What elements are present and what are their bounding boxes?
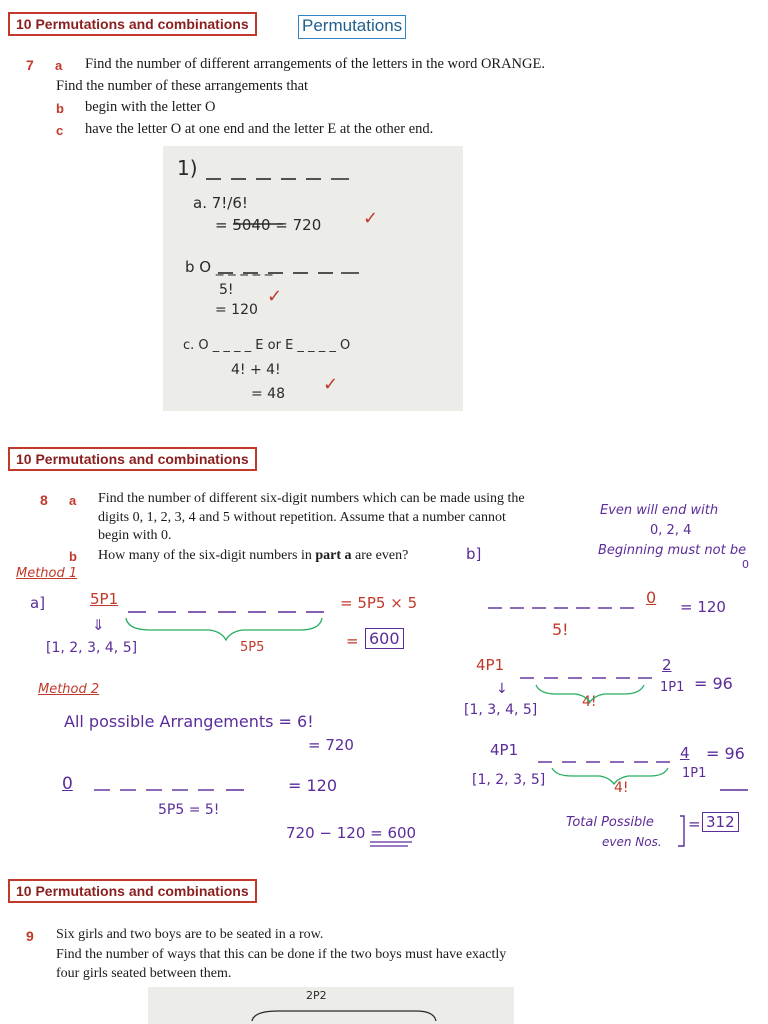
section-header-3: 10 Permutations and combinations: [8, 879, 257, 903]
q7-part-b-label: b: [56, 101, 64, 116]
q7-text-c: have the letter O at one end and the letter E at the other end.: [85, 121, 434, 137]
arrow-down-1: ⇓: [92, 616, 105, 634]
question-number-8: 8: [40, 492, 48, 508]
p41-b: 4P1: [490, 741, 519, 759]
all-720: = 720: [308, 736, 354, 754]
eq-96-b: = 96: [706, 744, 745, 763]
method1-label: Method 1: [16, 566, 78, 581]
working-c-line1: c. O _ _ _ _ E or E _ _ _ _ O: [183, 338, 351, 353]
b-zero-eq: = 120: [680, 598, 726, 616]
set-1235: [1, 2, 3, 5]: [472, 772, 546, 788]
question-number-7: 7: [26, 57, 34, 73]
tick-mark-b: ✓: [267, 286, 283, 307]
all-arrangements: All possible Arrangements = 6!: [64, 712, 314, 731]
four-fact-b: 4!: [614, 780, 629, 796]
p55-5fact: 5P5 = 5!: [158, 802, 220, 818]
m1-answer-box: 600: [365, 628, 404, 649]
total-label-1: Total Possible: [566, 815, 654, 830]
arrow-down-2: ↓: [496, 681, 508, 697]
total-answer-box: 312: [702, 812, 739, 832]
q8-text-b-bold: part a: [315, 548, 352, 563]
q7-part-a-label: a: [55, 58, 63, 73]
b-5fact: 5!: [552, 620, 569, 639]
working-c-line2: 4! + 4!: [231, 362, 281, 378]
working-photo-q9: [148, 987, 514, 1024]
p41-a: 4P1: [476, 656, 505, 674]
tick-mark-c: ✓: [323, 374, 339, 395]
b-zero: 0: [646, 588, 657, 607]
q8-part-a-label: a: [69, 493, 77, 508]
p51: 5P1: [90, 590, 119, 608]
digit-two: 2: [662, 656, 672, 674]
tick-mark-a: ✓: [363, 208, 379, 229]
zero-eq-120: = 120: [288, 776, 338, 795]
working-p22: 2P2: [306, 989, 327, 1002]
working-a-line2: = 5040 = 720: [215, 216, 322, 234]
total-eq: =: [688, 815, 701, 833]
q9-text-1: Six girls and two boys are to be seated in a row.: [56, 927, 324, 942]
set-1-5: [1, 2, 3, 4, 5]: [46, 640, 138, 656]
q8-text-a2: digits 0, 1, 2, 3, 4 and 5 without repetition. Assume that a number cannot: [98, 510, 506, 525]
total-label-2: even Nos.: [602, 835, 662, 849]
note-begin-zero: 0: [742, 558, 749, 571]
note-even-end: Even will end with: [600, 503, 719, 518]
note-begin: Beginning must not be: [598, 543, 747, 558]
q8-part-b-label: b: [69, 549, 77, 564]
topic-badge: Permutations: [298, 15, 406, 39]
m1-result: = 5P5 × 5: [340, 594, 418, 612]
working-brace-q9: [148, 987, 514, 1024]
q7-text-b: begin with the letter O: [85, 99, 216, 115]
q7-text-intro: Find the number of these arrangements that: [56, 78, 309, 94]
note-even-digits: 0, 2, 4: [650, 523, 692, 538]
working-label-1: 1): [177, 156, 198, 180]
four-fact-a: 4!: [582, 694, 597, 710]
working-a-line1: a. 7!/6!: [193, 194, 248, 212]
question-number-9: 9: [26, 928, 34, 944]
a-label: a]: [30, 594, 46, 612]
q7-part-c-label: c: [56, 123, 64, 138]
q8-text-b-post: are even?: [351, 548, 409, 563]
p11-a: 1P1: [660, 680, 685, 695]
q7-text-a: Find the number of different arrangements of the letters in the word ORANGE.: [85, 56, 545, 72]
p55-under: 5P5: [240, 640, 265, 655]
diff-600: 720 − 120 = 600: [286, 824, 417, 842]
working-b-line3: = 120: [215, 302, 258, 318]
working-c-line3: = 48: [251, 386, 285, 402]
p11-b: 1P1: [682, 766, 707, 781]
zero-start: 0: [62, 774, 73, 794]
set-1345: [1, 3, 4, 5]: [464, 702, 538, 718]
q9-text-2: Find the number of ways that this can be done if the two boys must have exactly: [56, 947, 507, 962]
working-b-line2: 5!: [219, 282, 234, 298]
m1-eq: =: [346, 632, 359, 650]
method2-label: Method 2: [38, 682, 100, 697]
q8-text-a1: Find the number of different six-digit numbers which can be made using the: [98, 491, 525, 506]
eq-96-a: = 96: [694, 674, 733, 693]
q8-text-b-pre: How many of the six-digit numbers in: [98, 548, 316, 563]
q8-text-a3: begin with 0.: [98, 528, 172, 543]
digit-four: 4: [680, 744, 690, 762]
section-header-2: 10 Permutations and combinations: [8, 447, 257, 471]
section-header-1: 10 Permutations and combinations: [8, 12, 257, 36]
b-label: b]: [466, 545, 482, 563]
q9-text-3: four girls seated between them.: [56, 966, 232, 981]
working-b-line1: b O _ _ _ _ _: [185, 258, 273, 276]
